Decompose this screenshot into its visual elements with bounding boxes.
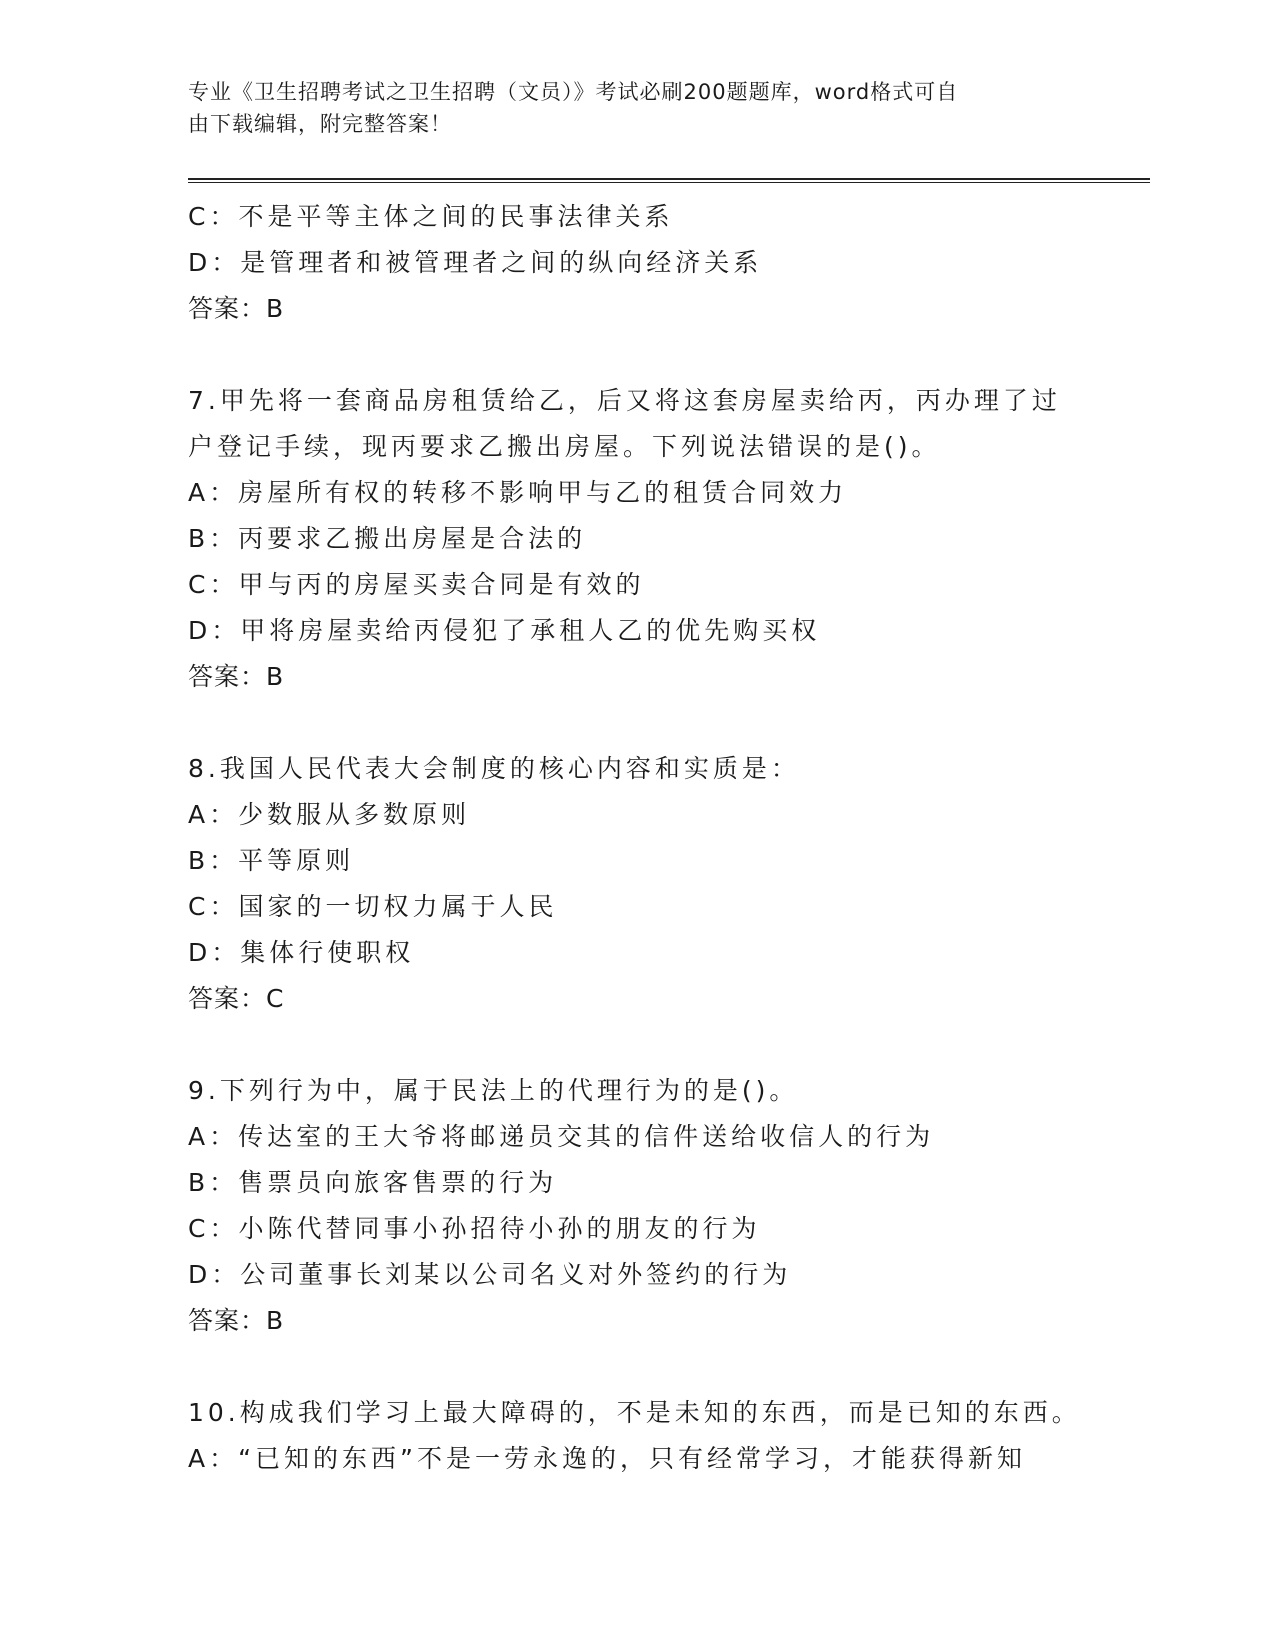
question-list [188,194,1088,1482]
option-b: B：售票员向旅客售票的行为 [188,1168,558,1197]
question-stem: 7.甲先将一套商品房租赁给乙，后又将这套房屋卖给丙，丙办理了过 [188,386,1061,415]
option-c: C：小陈代替同事小孙招待小孙的朋友的行为 [188,1214,761,1243]
question-stem: 10.构成我们学习上最大障碍的，不是未知的东西，而是已知的东西。 [188,1398,1081,1427]
question-10 [188,1390,1088,1482]
question-8 [188,746,1088,1022]
document-header [188,76,1068,140]
answer: 答案：B [188,662,285,691]
question-stem: 9.下列行为中，属于民法上的代理行为的是()。 [188,1076,799,1105]
option-c: C：不是平等主体之间的民事法律关系 [188,202,674,231]
option-a: A：“已知的东西”不是一劳永逸的，只有经常学习，才能获得新知 [188,1444,1027,1473]
answer: 答案：C [188,984,285,1013]
question-6-tail [188,194,1088,332]
option-d: D：公司董事长刘某以公司名义对外签约的行为 [188,1260,792,1289]
option-b: B：平等原则 [188,846,355,875]
option-a: A：少数服从多数原则 [188,800,471,829]
header-line-2: 由下载编辑，附完整答案！ [188,112,452,136]
option-d: D：是管理者和被管理者之间的纵向经济关系 [188,248,763,277]
option-d: D：集体行使职权 [188,938,415,967]
option-d: D：甲将房屋卖给丙侵犯了承租人乙的优先购买权 [188,616,821,645]
option-a: A：传达室的王大爷将邮递员交其的信件送给收信人的行为 [188,1122,935,1151]
question-stem: 8.我国人民代表大会制度的核心内容和实质是： [188,754,800,783]
option-a: A：房屋所有权的转移不影响甲与乙的租赁合同效力 [188,478,848,507]
answer: 答案：B [188,1306,285,1335]
header-divider-thick [188,178,1150,180]
header-divider-thin [188,182,1150,183]
option-c: C：国家的一切权力属于人民 [188,892,558,921]
option-b: B：丙要求乙搬出房屋是合法的 [188,524,587,553]
option-c: C：甲与丙的房屋买卖合同是有效的 [188,570,645,599]
question-stem-cont: 户登记手续，现丙要求乙搬出房屋。下列说法错误的是()。 [188,432,941,461]
question-9 [188,1068,1088,1344]
question-7 [188,378,1088,700]
header-line-1: 专业《卫生招聘考试之卫生招聘（文员）》考试必刷200题题库，word格式可自 [188,80,959,104]
answer: 答案：B [188,294,285,323]
